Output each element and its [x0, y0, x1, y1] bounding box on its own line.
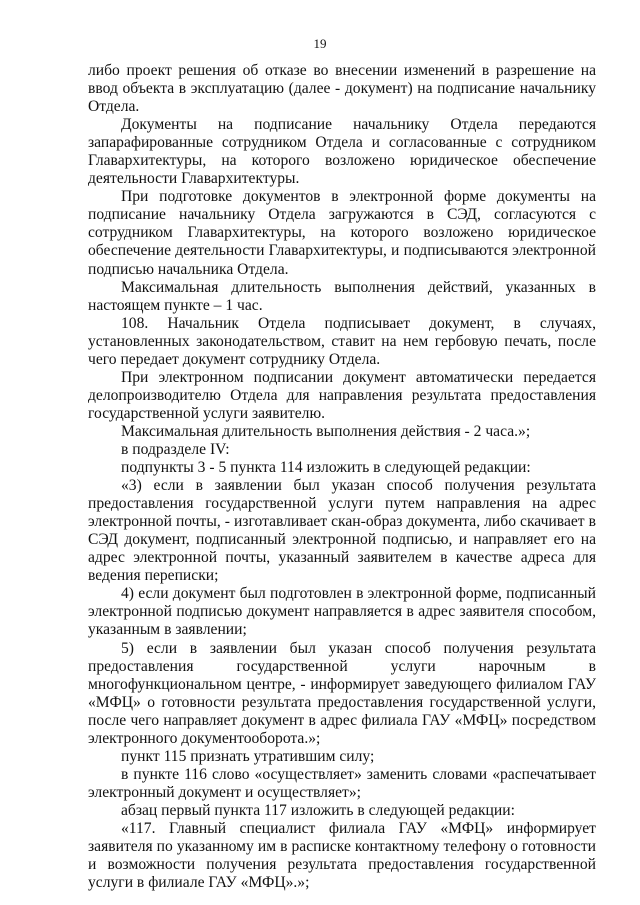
paragraph: в подразделе IV: [121, 440, 230, 458]
paragraph: в пункте 116 слово «осуществляет» заменить словами «распечатывает электронный документ и осуществляет»; [88, 765, 596, 801]
paragraph: 108. Начальник Отдела подписывает документ, в случаях, установленных законодательством, ставит на нем гербовую печать, после чего передает документ сотруднику Отдела. [88, 314, 596, 368]
paragraph: Максимальная длительность выполнения действий, указанных в настоящем пункте – 1 час. [88, 278, 596, 314]
paragraph: либо проект решения об отказе во внесении изменений в разрешение на ввод объекта в эксплуатацию (далее - документ) на подписание начальнику Отдела. [88, 62, 596, 116]
paragraph: 4) если документ был подготовлен в электронной форме, подписанный электронной подписью документ направляется в адрес заявителя способом, указанным в заявлении; [88, 585, 596, 639]
paragraph: 5) если в заявлении был указан способ получения результата предоставления государственной услуги нарочным в многофункциональном центре, - информирует заведующего филиалом ГАУ «МФЦ» о готовности результата предоставления государственной услуги, после чего направляет документ в адрес филиала ГАУ «МФЦ» посредством электронного документооборота.»; [88, 639, 596, 747]
page-number: 19 [313, 36, 327, 51]
paragraph: При электронном подписании документ автоматически передается делопроизводителю Отдела для направления результата предоставления государственной услуги заявителю. [88, 368, 596, 422]
paragraph: подпункты 3 - 5 пункта 114 изложить в следующей редакции: [121, 459, 531, 477]
document-body [88, 62, 596, 892]
paragraph: «3) если в заявлении был указан способ получения результата предоставления государственной услуги путем направления на адрес электронной почты, - изготавливает скан-образ документа, либо скачивает в СЭД документ, подписанный электронной подписью, и направляет его на адрес электронной почты, указанный заявителем в качестве адреса для ведения переписки; [88, 477, 596, 585]
paragraph: абзац первый пункта 117 изложить в следующей редакции: [121, 801, 515, 819]
paragraph: «117. Главный специалист филиала ГАУ «МФЦ» информирует заявителя по указанному им в расписке контактному телефону о готовности и возможности получения результата предоставления государственной услуги в филиале ГАУ «МФЦ».»; [88, 819, 596, 892]
paragraph: пункт 115 признать утратившим силу; [121, 747, 375, 765]
paragraph: Документы на подписание начальнику Отдела передаются запарафированные сотрудником Отдела и согласованные с сотрудником Главархитектуры, на которого возложено юридическое обеспечение деятельности Главархитектуры. [88, 116, 596, 188]
paragraph: Максимальная длительность выполнения действия - 2 часа.»; [121, 422, 531, 440]
paragraph: При подготовке документов в электронной форме документы на подписание начальнику Отдела загружаются в СЭД, согласуются с сотрудником Главархитектуры, на которого возложено юридическое обеспечение деятельности Главархитектуры, и подписываются электронной подписью начальника Отдела. [88, 188, 596, 278]
